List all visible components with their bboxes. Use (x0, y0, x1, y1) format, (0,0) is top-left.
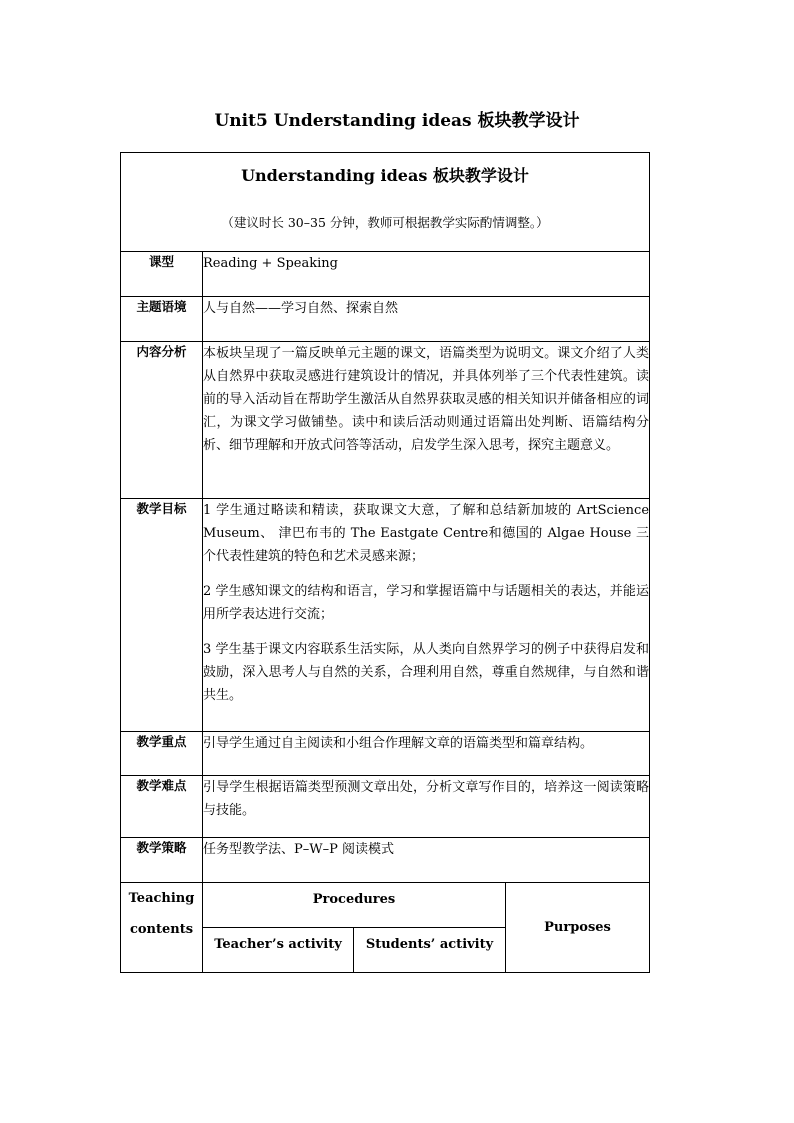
header-cell (121, 153, 650, 252)
content-analysis: 本板块呈现了一篇反映单元主题的课文，语篇类型为说明文。课文介绍了人类从自然界中获取灵感进行建筑设计的情况，并具体列举了三个代表性建筑。读前的导入活动旨在帮助学生激活从自然界获取灵感的相关知识并储备相应的词汇，为课文学习做铺垫。读中和读后活动则通过语篇出处判断、语篇结构分析、细节理解和开放式问答等活动，启发学生深入思考，探究主题意义。 (203, 342, 650, 499)
procedures-header: Procedures (203, 883, 506, 928)
row-strategy (121, 838, 650, 883)
content-theme: 人与自然——学习自然、探索自然 (203, 297, 650, 342)
lesson-plan-table (120, 152, 650, 973)
label-analysis: 内容分析 (121, 342, 203, 499)
label-type: 课型 (121, 252, 203, 297)
row-goals (121, 499, 650, 732)
header-row (121, 153, 650, 252)
row-key-points (121, 732, 650, 776)
document-title: Unit5 Understanding ideas 板块教学设计 (214, 111, 580, 131)
label-strategy: 教学策略 (121, 838, 203, 883)
label-key-points: 教学重点 (121, 732, 203, 776)
teacher-activity-header: Teacher’s activity (203, 928, 354, 973)
content-strategy: 任务型教学法、P–W–P 阅读模式 (203, 838, 650, 883)
label-difficulties: 教学难点 (121, 776, 203, 838)
content-type: Reading + Speaking (203, 252, 650, 297)
goal-item: 2 学生感知课文的结构和语言，学习和掌握语篇中与话题相关的表达，并能运用所学表达进行交流； (203, 584, 650, 622)
table-title: Understanding ideas 板块教学设计 (241, 166, 529, 185)
teaching-contents-line1: Teaching (128, 891, 195, 906)
label-goals: 教学目标 (121, 499, 203, 732)
row-type (121, 252, 650, 297)
row-difficulties (121, 776, 650, 838)
row-theme (121, 297, 650, 342)
content-difficulties: 引导学生根据语篇类型预测文章出处，分析文章写作目的，培养这一阅读策略与技能。 (203, 776, 650, 838)
goal-item: 3 学生基于课文内容联系生活实际，从人类向自然界学习的例子中获得启发和鼓励，深入思考人与自然的关系，合理利用自然，尊重自然规律，与自然和谐共生。 (203, 642, 650, 703)
duration-note: （建议时长 30–35 分钟，教师可根据教学实际酌情调整。） (221, 215, 549, 230)
label-theme: 主题语境 (121, 297, 203, 342)
row-analysis (121, 342, 650, 499)
content-goals (203, 499, 650, 732)
students-activity-header: Students’ activity (354, 928, 506, 973)
goal-item: 1 学生通过略读和精读，获取课文大意，了解和总结新加坡的 ArtScience Museum、 津巴布韦的 The Eastgate Centre和德国的 Algae House 三个代表性建筑的特色和艺术灵感来源； (203, 503, 650, 564)
row-procedures-header (121, 883, 650, 928)
content-key-points: 引导学生通过自主阅读和小组合作理解文章的语篇类型和篇章结构。 (203, 732, 650, 776)
teaching-contents-label (121, 883, 203, 973)
purposes-header: Purposes (506, 883, 650, 973)
teaching-contents-line2: contents (129, 922, 194, 937)
